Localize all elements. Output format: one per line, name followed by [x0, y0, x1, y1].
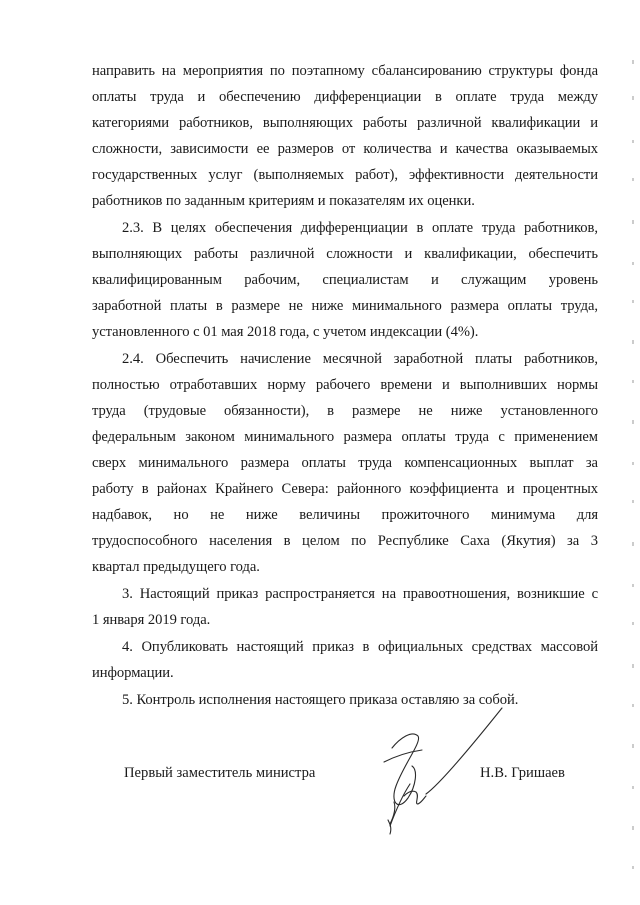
clause-2-4: 2.4. Обеспечить начисление месячной заработной платы работников, [122, 351, 598, 367]
text-line: федеральным законом минимального размера оплаты труда с применением [92, 429, 598, 445]
signatory-title: Первый заместитель министра [124, 765, 316, 781]
text-line: заработной платы в размере не ниже минимального размера оплаты труда, [92, 298, 598, 314]
text-line: направить на мероприятия по поэтапному сбалансированию структуры фонда [92, 63, 598, 79]
text-line: оплаты труда и обеспечению дифференциации в оплате труда между [92, 89, 598, 105]
scan-edge-marks [624, 0, 638, 905]
text-line: полностью отработавших норму рабочего времени и выполнивших нормы [92, 377, 598, 393]
text-line: сложности, зависимости ее размеров от количества и качества оказываемых [92, 141, 598, 157]
clause-3: 3. Настоящий приказ распространяется на правоотношения, возникшие с [122, 586, 598, 602]
text-line: выполняющих работы различной сложности и квалификации, обеспечить [92, 246, 598, 262]
text-line: государственных услуг (выполняемых работ), эффективности деятельности [92, 167, 598, 183]
text-line: установленного с 01 мая 2018 года, с учетом индексации (4%). [92, 324, 479, 340]
text-line: надбавок, но не ниже величины прожиточного минимума для [92, 507, 598, 523]
text-line: квалифицированным рабочим, специалистам и служащим уровень [92, 272, 598, 288]
clause-5: 5. Контроль исполнения настоящего приказа оставляю за собой. [122, 692, 519, 708]
text-line: информации. [92, 665, 174, 681]
text-line: 1 января 2019 года. [92, 612, 211, 628]
text-line: работников по заданным критериям и показателям их оценки. [92, 193, 475, 209]
text-line: квартал предыдущего года. [92, 559, 260, 575]
clause-2-3: 2.3. В целях обеспечения дифференциации в оплате труда работников, [122, 220, 598, 236]
text-line: работу в районах Крайнего Севера: районного коэффициента и процентных [92, 481, 598, 497]
text-line: труда (трудовые обязанности), в размере не ниже установленного [92, 403, 598, 419]
text-line: категориями работников, выполняющих работы различной квалификации и [92, 115, 598, 131]
clause-4: 4. Опубликовать настоящий приказ в официальных средствах массовой [122, 639, 598, 655]
signatory-name: Н.В. Гришаев [480, 765, 565, 781]
text-line: сверх минимального размера оплаты труда компенсационных выплат за [92, 455, 598, 471]
text-line: трудоспособного населения в целом по Республике Саха (Якутия) за 3 [92, 533, 598, 549]
